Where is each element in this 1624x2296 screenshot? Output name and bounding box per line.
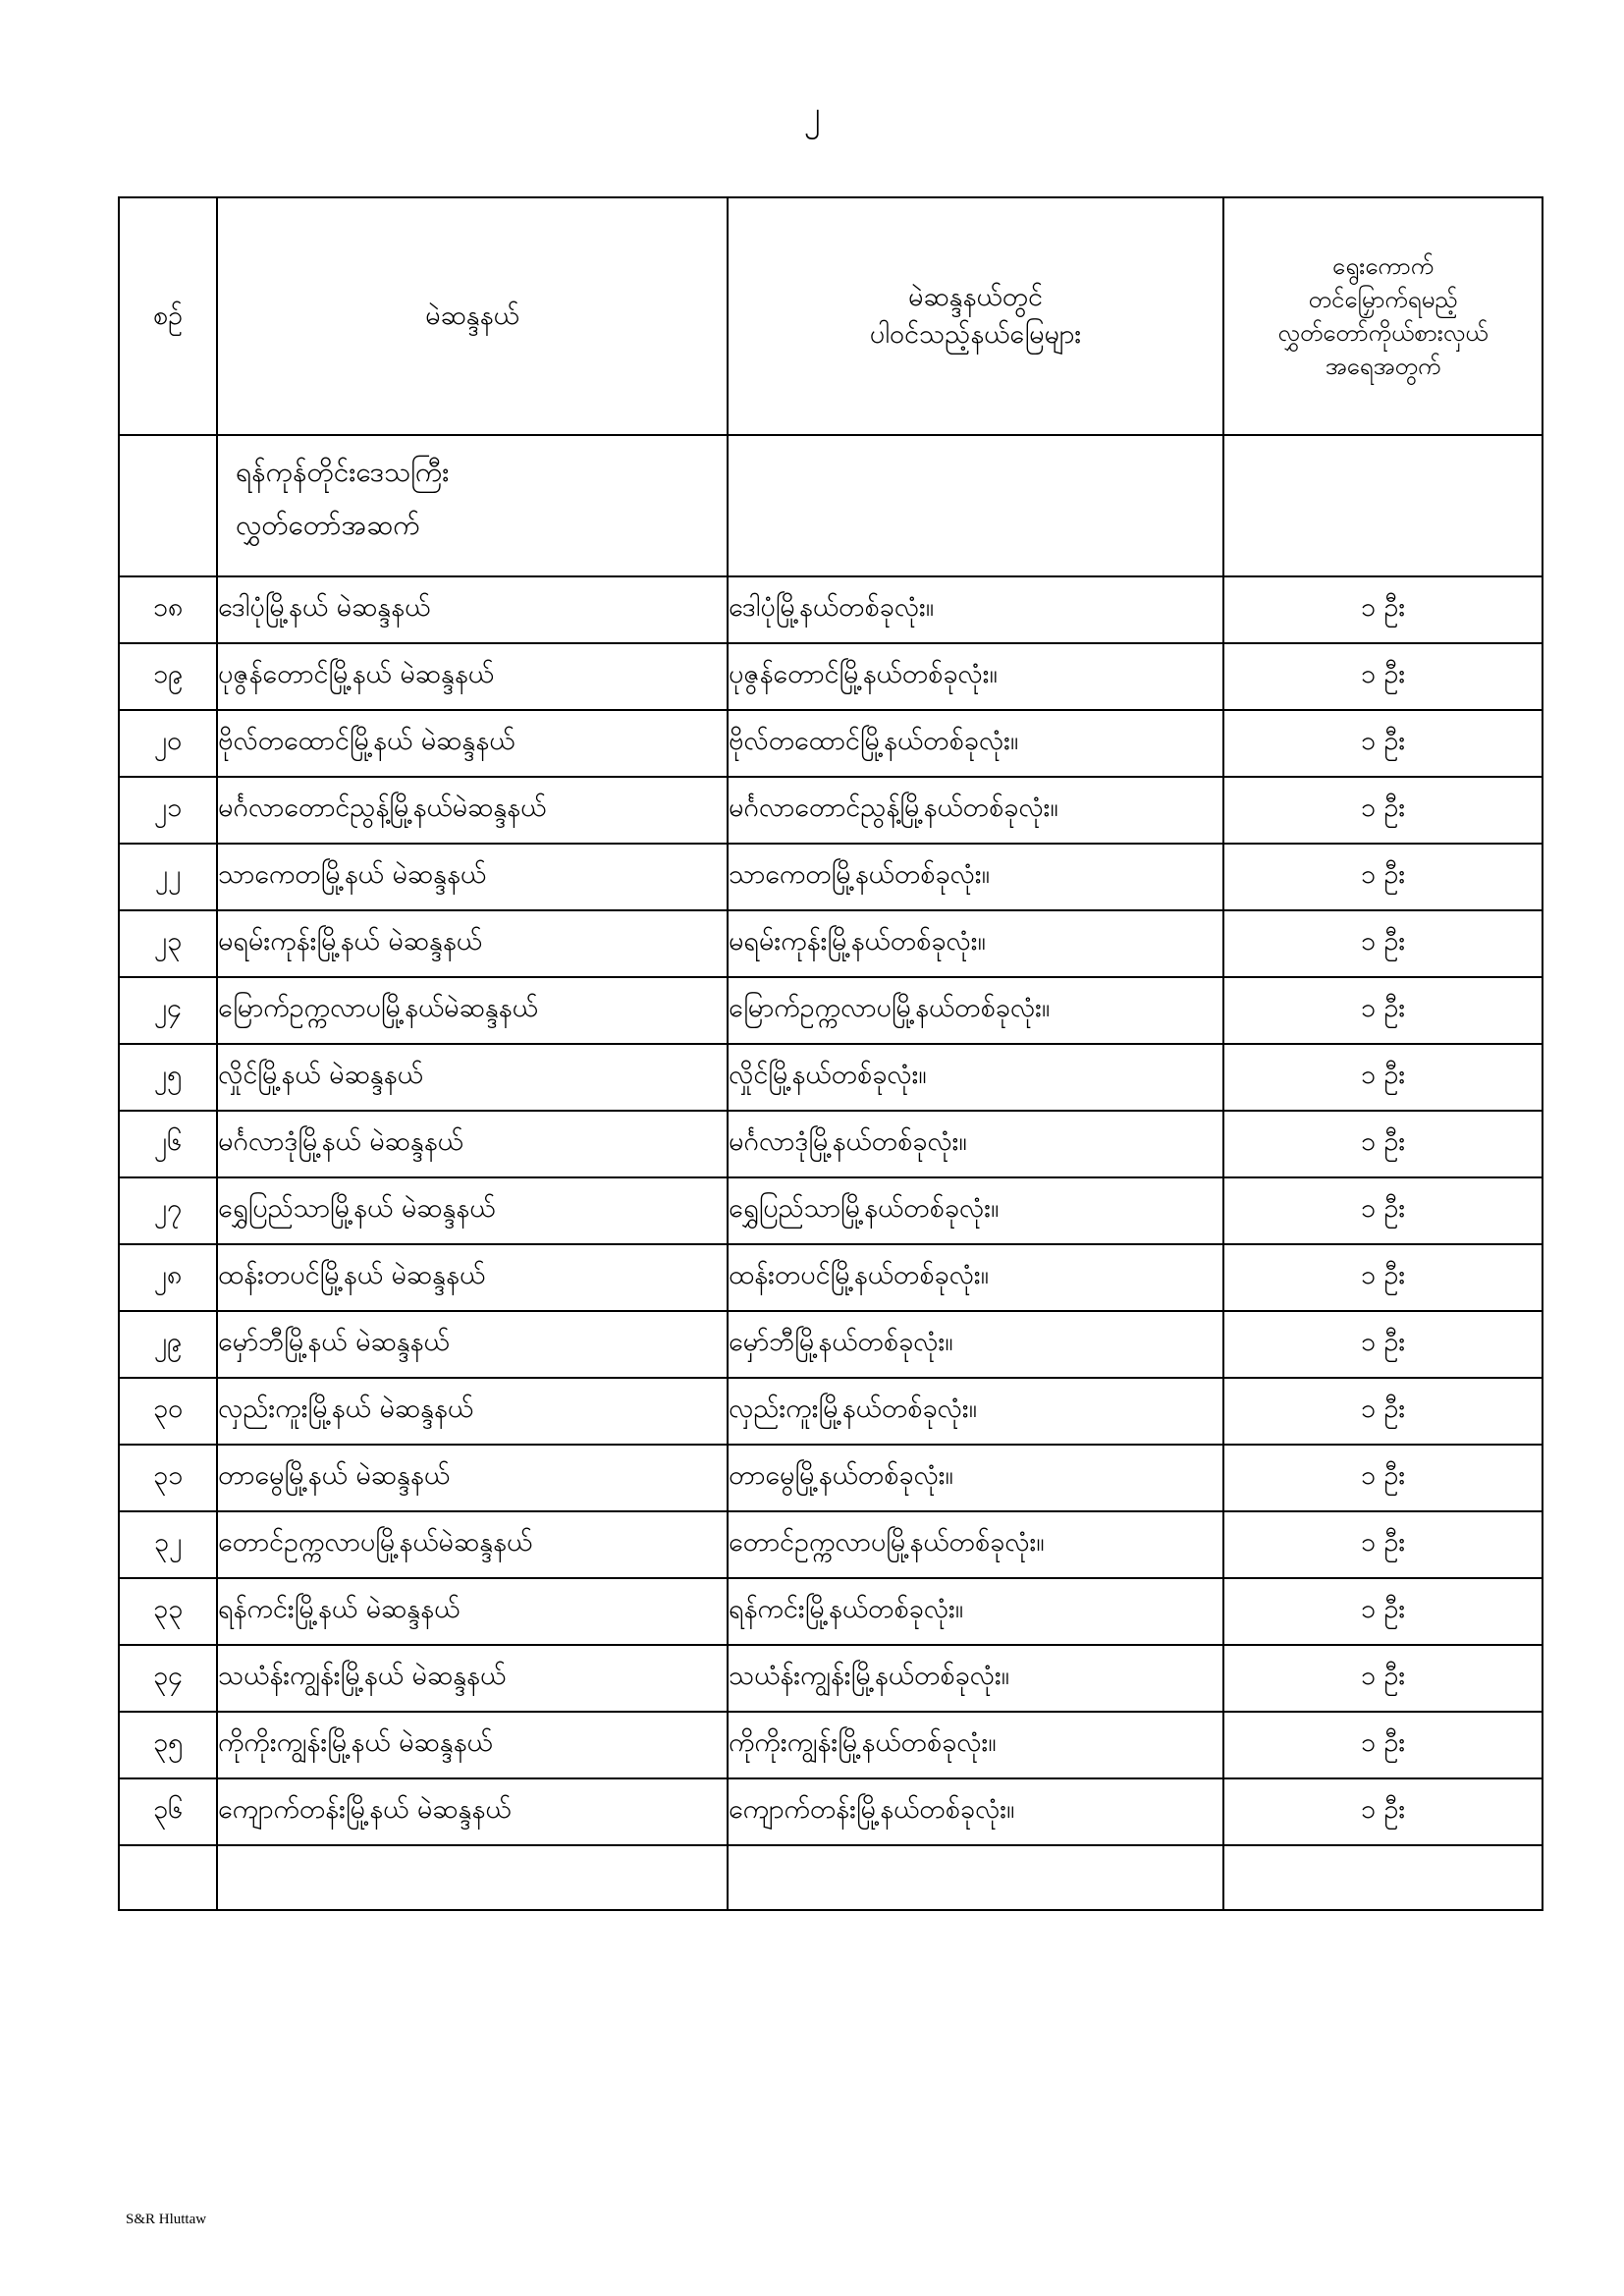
row-number: ၂၅ [119,1044,217,1111]
column-header-count-line4: အရေအတွက် [1325,353,1441,380]
row-number: ၂၈ [119,1244,217,1311]
column-header-count-line2: တင်မြှောက်ရမည့် [1308,286,1458,313]
row-number: ၁၉ [119,643,217,710]
row-constituency-name: ဗိုလ်တထောင်မြို့နယ် မဲဆန္ဒနယ် [217,710,728,777]
page-number: ၂ [803,94,821,134]
row-representative-count: ၁ ဦး [1223,1177,1543,1244]
table-row [119,1445,1543,1511]
spacer-no-cell [119,1845,217,1910]
row-constituency-name: ရန်ကင်းမြို့နယ် မဲဆန္ဒနယ် [217,1578,728,1645]
section-count-cell [1223,435,1543,576]
row-included-areas: ကျောက်တန်းမြို့နယ်တစ်ခုလုံး။ [728,1778,1223,1845]
table-row [119,1044,1543,1111]
row-number: ၃၂ [119,1511,217,1578]
section-title-line2: လွှတ်တော်အဆက် [236,509,420,541]
table-row [119,977,1543,1044]
row-number: ၃၁ [119,1445,217,1511]
constituency-table [118,196,1543,1911]
table-header [119,197,1543,435]
row-constituency-name: မြောက်ဥက္ကလာပမြို့နယ်မဲဆန္ဒနယ် [217,977,728,1044]
table-row [119,777,1543,844]
row-number: ၃၀ [119,1378,217,1445]
section-title-line1: ရန်ကုန်တိုင်းဒေသကြီး [236,456,450,488]
row-number: ၃၆ [119,1778,217,1845]
row-included-areas: မင်္ဂလာဒုံမြို့နယ်တစ်ခုလုံး။ [728,1111,1223,1177]
table-row [119,910,1543,977]
row-representative-count: ၁ ဦး [1223,1578,1543,1645]
column-header-areas [728,197,1223,435]
row-included-areas: တာမွေမြို့နယ်တစ်ခုလုံး။ [728,1445,1223,1511]
table-row [119,1578,1543,1645]
row-constituency-name: မှော်ဘီမြို့နယ် မဲဆန္ဒနယ် [217,1311,728,1378]
table-row [119,1712,1543,1778]
row-representative-count: ၁ ဦး [1223,1712,1543,1778]
row-constituency-name: လှည်းကူးမြို့နယ် မဲဆန္ဒနယ် [217,1378,728,1445]
row-constituency-name: မင်္ဂလာတောင်ညွန့်မြို့နယ်မဲဆန္ဒနယ် [217,777,728,844]
table-row [119,643,1543,710]
table-row [119,1645,1543,1712]
row-number: ၂၉ [119,1311,217,1378]
row-constituency-name: တာမွေမြို့နယ် မဲဆန္ဒနယ် [217,1445,728,1511]
row-number: ၃၃ [119,1578,217,1645]
table-trailing-body [119,1845,1543,1910]
row-included-areas: ထန်းတပင်မြို့နယ်တစ်ခုလုံး။ [728,1244,1223,1311]
row-representative-count: ၁ ဦး [1223,1511,1543,1578]
spacer-count-cell [1223,1845,1543,1910]
row-representative-count: ၁ ဦး [1223,1111,1543,1177]
row-constituency-name: သာကေတမြို့နယ် မဲဆန္ဒနယ် [217,844,728,910]
table-row [119,1111,1543,1177]
row-included-areas: လှည်းကူးမြို့နယ်တစ်ခုလုံး။ [728,1378,1223,1445]
row-constituency-name: ကိုကိုးကျွန်းမြို့နယ် မဲဆန္ဒနယ် [217,1712,728,1778]
row-representative-count: ၁ ဦး [1223,977,1543,1044]
table-row [119,576,1543,643]
row-representative-count: ၁ ဦး [1223,910,1543,977]
row-constituency-name: ထန်းတပင်မြို့နယ် မဲဆန္ဒနယ် [217,1244,728,1311]
column-header-areas-line1: မဲဆန္ဒနယ်တွင် [908,282,1043,312]
table-row [119,844,1543,910]
section-areas-cell [728,435,1223,576]
row-number: ၂၆ [119,1111,217,1177]
row-included-areas: ပုဇွန်တောင်မြို့နယ်တစ်ခုလုံး။ [728,643,1223,710]
row-included-areas: ရွှေပြည်သာမြို့နယ်တစ်ခုလုံး။ [728,1177,1223,1244]
row-number: ၂၂ [119,844,217,910]
table-row [119,1244,1543,1311]
row-included-areas: မြောက်ဥက္ကလာပမြို့နယ်တစ်ခုလုံး။ [728,977,1223,1044]
row-constituency-name: ဒေါပုံမြို့နယ် မဲဆန္ဒနယ် [217,576,728,643]
row-representative-count: ၁ ဦး [1223,844,1543,910]
column-header-no: စဉ် [119,197,217,435]
section-title [217,435,728,576]
row-representative-count: ၁ ဦး [1223,1445,1543,1511]
row-included-areas: မှော်ဘီမြို့နယ်တစ်ခုလုံး။ [728,1311,1223,1378]
table-rows-body [119,576,1543,1845]
row-representative-count: ၁ ဦး [1223,777,1543,844]
spacer-name-cell [217,1845,728,1910]
row-constituency-name: ရွှေပြည်သာမြို့နယ် မဲဆန္ဒနယ် [217,1177,728,1244]
row-constituency-name: မင်္ဂလာဒုံမြို့နယ် မဲဆန္ဒနယ် [217,1111,728,1177]
row-representative-count: ၁ ဦး [1223,1244,1543,1311]
row-included-areas: ဗိုလ်တထောင်မြို့နယ်တစ်ခုလုံး။ [728,710,1223,777]
row-number: ၂၁ [119,777,217,844]
row-included-areas: သာကေတမြို့နယ်တစ်ခုလုံး။ [728,844,1223,910]
row-number: ၂၃ [119,910,217,977]
spacer-areas-cell [728,1845,1223,1910]
row-constituency-name: ကျောက်တန်းမြို့နယ် မဲဆန္ဒနယ် [217,1778,728,1845]
row-number: ၂၄ [119,977,217,1044]
row-number: ၃၅ [119,1712,217,1778]
row-number: ၂၀ [119,710,217,777]
row-included-areas: ရန်ကင်းမြို့နယ်တစ်ခုလုံး။ [728,1578,1223,1645]
table-row [119,1511,1543,1578]
table-header-row [119,197,1543,435]
column-header-count-line1: ရွေးကောက် [1331,252,1435,280]
row-number: ၁၈ [119,576,217,643]
row-included-areas: တောင်ဥက္ကလာပမြို့နယ်တစ်ခုလုံး။ [728,1511,1223,1578]
table-row [119,1177,1543,1244]
column-header-constituency: မဲဆန္ဒနယ် [217,197,728,435]
section-heading-row [119,435,1543,576]
table-row [119,1311,1543,1378]
row-constituency-name: ပုဇွန်တောင်မြို့နယ် မဲဆန္ဒနယ် [217,643,728,710]
section-no-cell [119,435,217,576]
row-constituency-name: သယံန်းကျွန်းမြို့နယ် မဲဆန္ဒနယ် [217,1645,728,1712]
row-representative-count: ၁ ဦး [1223,1645,1543,1712]
row-included-areas: ဒေါပုံမြို့နယ်တစ်ခုလုံး။ [728,576,1223,643]
table-body [119,435,1543,576]
table-spacer-row [119,1845,1543,1910]
row-included-areas: လှိုင်မြို့နယ်တစ်ခုလုံး။ [728,1044,1223,1111]
row-representative-count: ၁ ဦး [1223,1311,1543,1378]
row-number: ၃၄ [119,1645,217,1712]
table-row [119,1378,1543,1445]
row-constituency-name: လှိုင်မြို့နယ် မဲဆန္ဒနယ် [217,1044,728,1111]
row-included-areas: ကိုကိုးကျွန်းမြို့နယ်တစ်ခုလုံး။ [728,1712,1223,1778]
footer-note: S&R Hluttaw [126,2212,207,2227]
row-included-areas: သယံန်းကျွန်းမြို့နယ်တစ်ခုလုံး။ [728,1645,1223,1712]
column-header-count-line3: လွှတ်တော်ကိုယ်စားလှယ် [1277,319,1489,347]
row-representative-count: ၁ ဦး [1223,1378,1543,1445]
row-representative-count: ၁ ဦး [1223,1044,1543,1111]
row-constituency-name: မရမ်းကုန်းမြို့နယ် မဲဆန္ဒနယ် [217,910,728,977]
row-representative-count: ၁ ဦး [1223,576,1543,643]
table-row [119,710,1543,777]
column-header-areas-line2: ပါဝင်သည့်နယ်မြေများ [869,319,1082,350]
column-header-count [1223,197,1543,435]
row-included-areas: မရမ်းကုန်းမြို့နယ်တစ်ခုလုံး။ [728,910,1223,977]
row-representative-count: ၁ ဦး [1223,643,1543,710]
row-representative-count: ၁ ဦး [1223,710,1543,777]
row-number: ၂၇ [119,1177,217,1244]
row-constituency-name: တောင်ဥက္ကလာပမြို့နယ်မဲဆန္ဒနယ် [217,1511,728,1578]
row-included-areas: မင်္ဂလာတောင်ညွန့်မြို့နယ်တစ်ခုလုံး။ [728,777,1223,844]
row-representative-count: ၁ ဦး [1223,1778,1543,1845]
table-row [119,1778,1543,1845]
